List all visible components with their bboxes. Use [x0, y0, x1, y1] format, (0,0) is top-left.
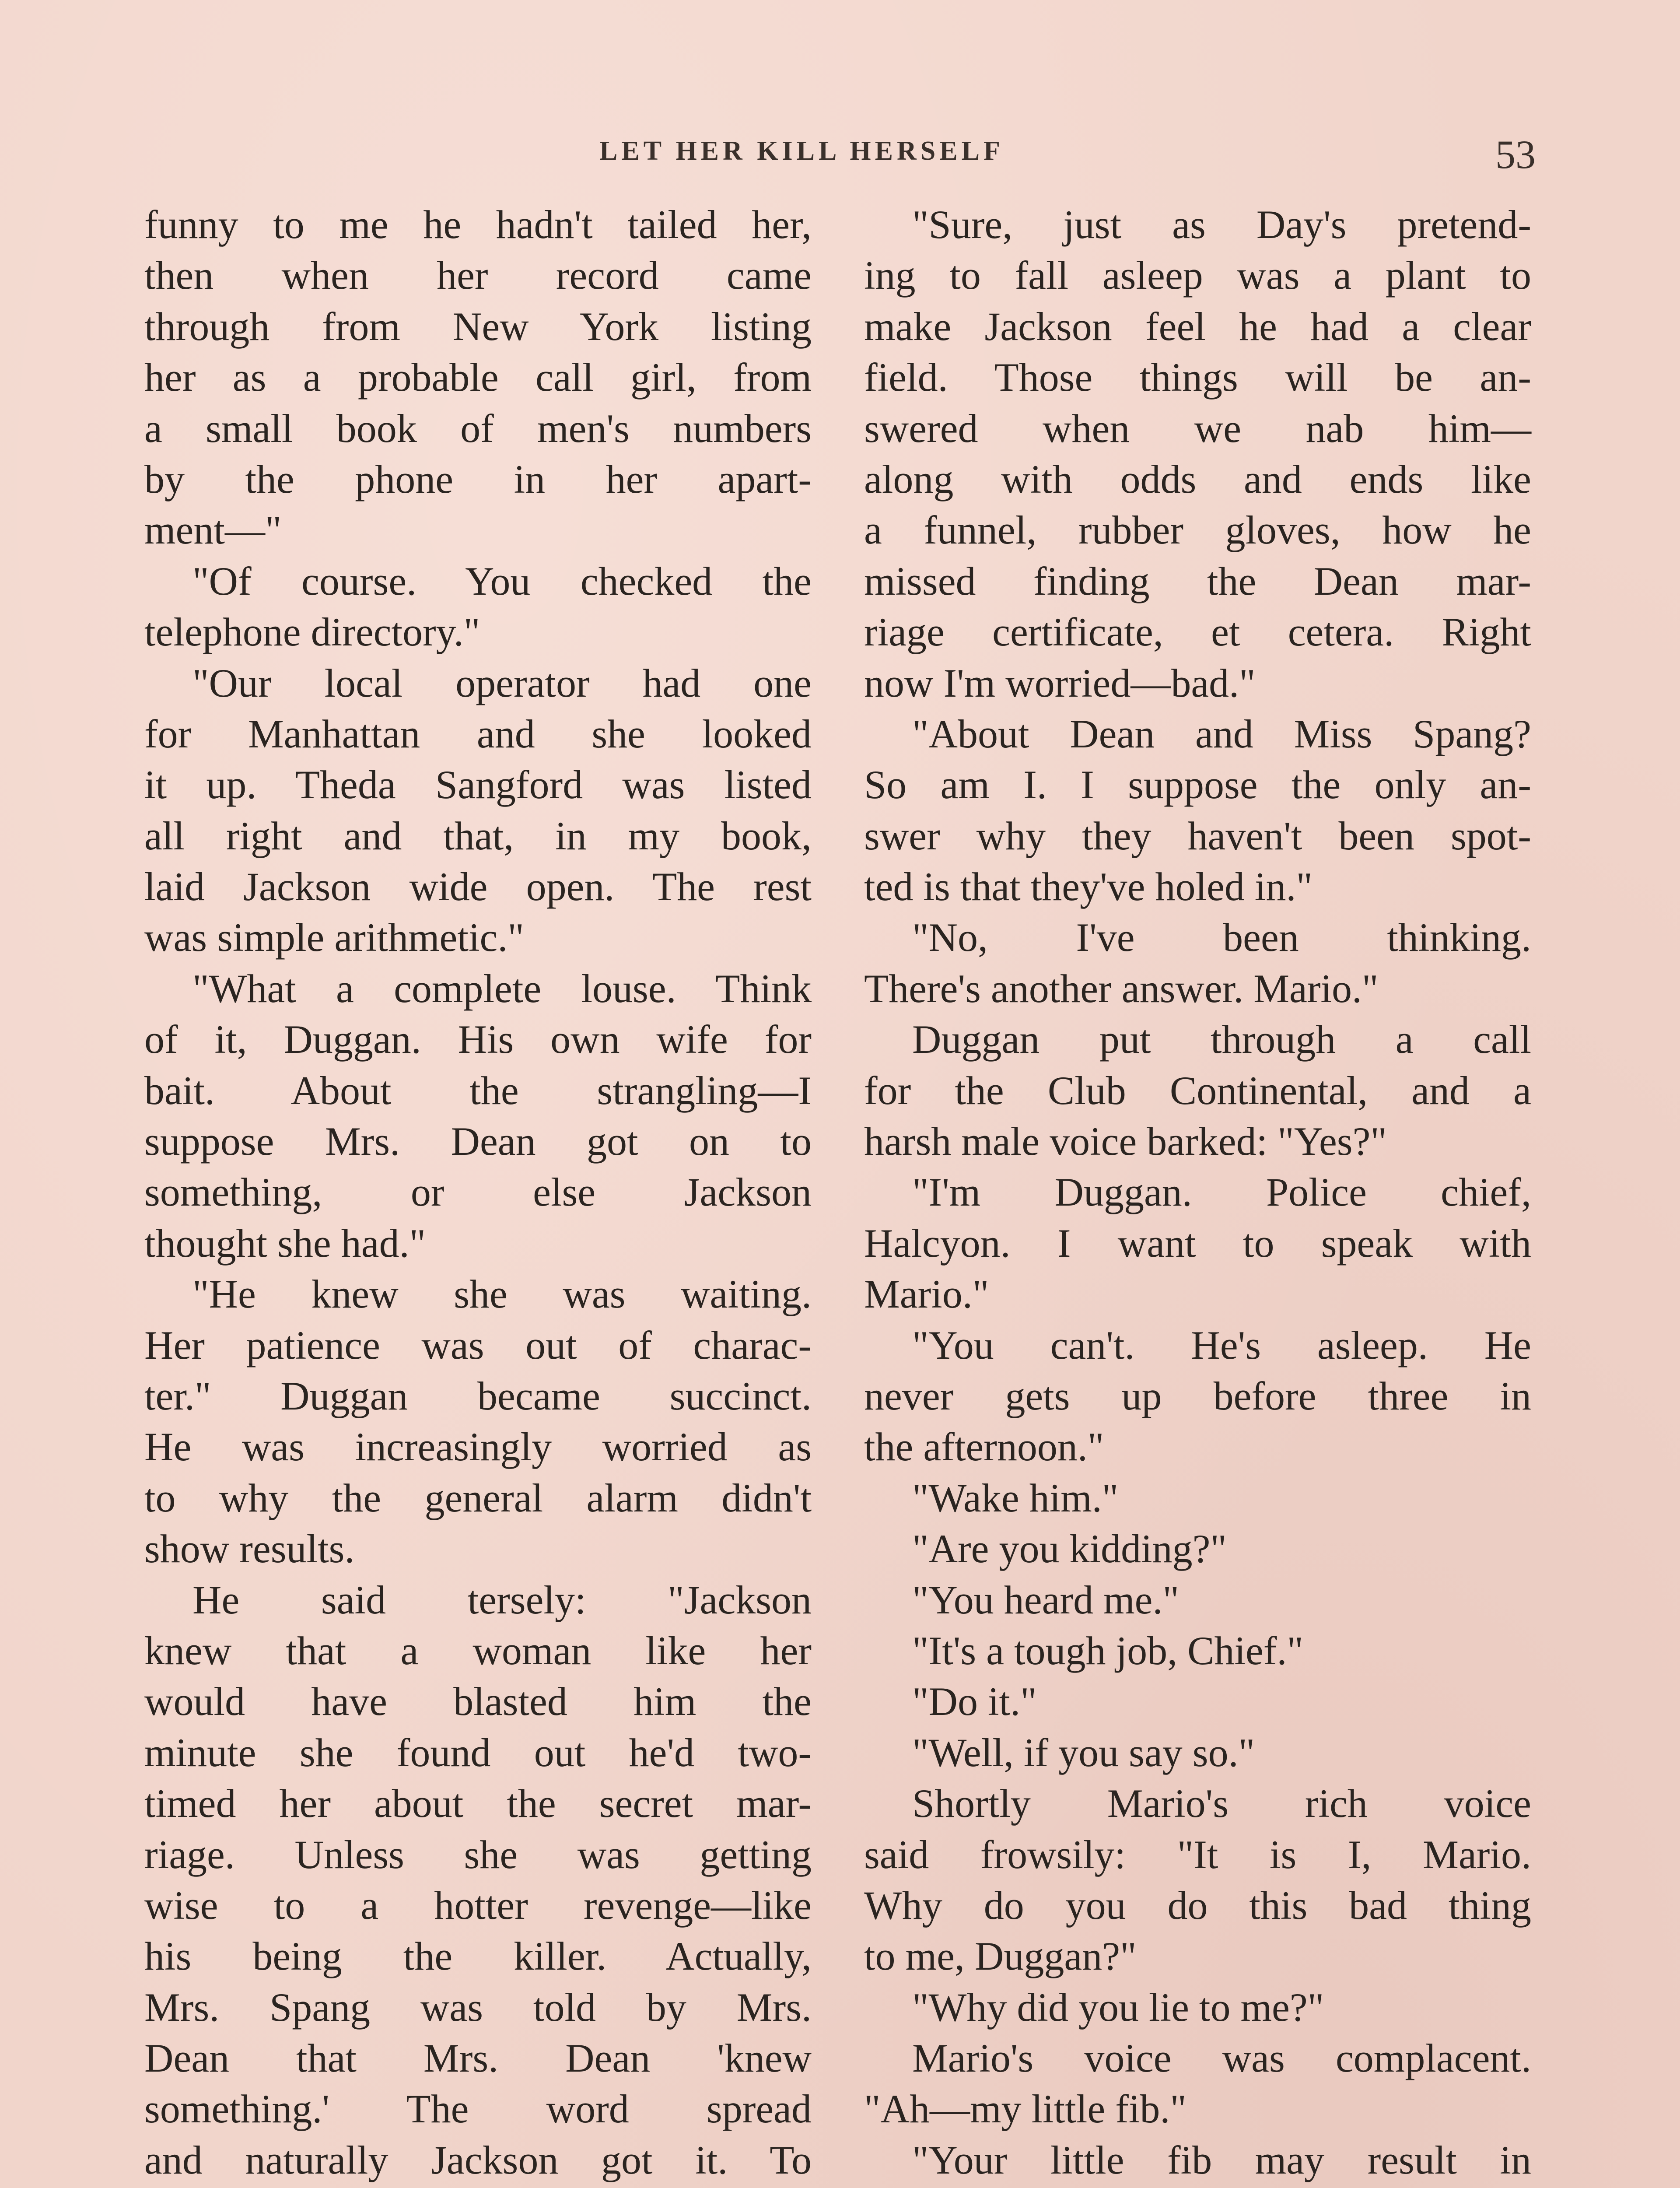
- text-line: "Well, if you say so.": [912, 1730, 1255, 1775]
- text-line: of it, Duggan. His own wife for: [144, 1017, 812, 1062]
- text-line: He said tersely: "Jackson: [192, 1577, 812, 1622]
- text-line: riage. Unless she was getting: [144, 1832, 812, 1877]
- text-line: said frowsily: "It is I, Mario.: [864, 1832, 1531, 1877]
- text-line: Mrs. Spang was told by Mrs.: [144, 1985, 812, 2030]
- text-line: something, or else Jackson: [144, 1170, 812, 1215]
- text-line: missed finding the Dean mar-: [864, 558, 1531, 603]
- text-line: Mario.": [864, 1272, 989, 1317]
- text-line: her as a probable call girl, from: [144, 355, 812, 400]
- text-line: "He knew she was waiting.: [192, 1272, 812, 1317]
- text-line: "Are you kidding?": [912, 1526, 1227, 1571]
- page-number: 53: [1495, 132, 1536, 177]
- text-line: was simple arithmetic.": [144, 915, 524, 960]
- text-line: would have blasted him the: [144, 1679, 812, 1724]
- text-line: [864, 2185, 1531, 2188]
- text-line: "Ah—my little fib.": [864, 2086, 1186, 2132]
- text-line: Mario's voice was complacent.: [912, 2036, 1531, 2081]
- page-header: [0, 131, 1680, 184]
- text-line: "No, I've been thinking.: [912, 915, 1531, 960]
- text-line: "Sure, just as Day's pretend-: [912, 202, 1531, 247]
- text-line: now I'm worried—bad.": [864, 660, 1256, 705]
- text-line: "Do it.": [912, 1679, 1037, 1724]
- running-head: LET HER KILL HERSELF: [599, 136, 1004, 166]
- text-line: ter." Duggan became succinct.: [144, 1373, 812, 1418]
- text-line: it up. Theda Sangford was listed: [144, 762, 812, 807]
- text-line: funny to me he hadn't tailed her,: [144, 202, 812, 247]
- text-line: bait. About the strangling—I: [144, 1068, 812, 1113]
- text-line: "It's a tough job, Chief.": [912, 1628, 1304, 1673]
- text-line: all right and that, in my book,: [144, 813, 812, 858]
- text-line: swered when we nab him—: [864, 406, 1531, 451]
- text-line: ted is that they've holed in.": [864, 864, 1313, 909]
- text-line: "You heard me.": [912, 1577, 1180, 1622]
- text-line: show results.: [144, 1526, 355, 1571]
- text-line: "Our local operator had one: [192, 660, 812, 705]
- text-line: "Wake him.": [912, 1475, 1119, 1520]
- text-line: "What a complete louse. Think: [192, 966, 812, 1011]
- text-line: make Jackson feel he had a clear: [864, 304, 1531, 349]
- text-line: [144, 2185, 812, 2188]
- text-line: his being the killer. Actually,: [144, 1934, 812, 1979]
- text-line: through from New York listing: [144, 304, 812, 349]
- text-line: knew that a woman like her: [144, 1628, 812, 1673]
- text-line: for Manhattan and she looked: [144, 711, 812, 756]
- text-line: and naturally Jackson got it. To: [144, 2137, 812, 2182]
- text-line: So am I. I suppose the only an-: [864, 762, 1531, 807]
- text-line: "Why did you lie to me?": [912, 1985, 1324, 2030]
- text-line: something.' The word spread: [144, 2086, 812, 2132]
- text-line: Why do you do this bad thing: [864, 1883, 1531, 1928]
- text-line: "Of course. You checked the: [192, 558, 812, 603]
- text-line: suppose Mrs. Dean got on to: [144, 1119, 812, 1164]
- text-line: ment—": [144, 508, 282, 553]
- text-line: Dean that Mrs. Dean 'knew: [144, 2036, 812, 2081]
- text-line: wise to a hotter revenge—like: [144, 1883, 812, 1928]
- text-line: "Your little fib may result in: [912, 2137, 1531, 2182]
- text-line: "You can't. He's asleep. He: [912, 1322, 1531, 1368]
- text-line: then when her record came: [144, 253, 812, 298]
- text-line: along with odds and ends like: [864, 456, 1531, 501]
- text-line: to me, Duggan?": [864, 1934, 1137, 1979]
- text-line: "I'm Duggan. Police chief,: [912, 1170, 1531, 1215]
- text-line: by the phone in her apart-: [144, 456, 812, 501]
- text-line: Halcyon. I want to speak with: [864, 1220, 1531, 1266]
- text-line: "About Dean and Miss Spang?: [912, 711, 1531, 756]
- text-line: minute she found out he'd two-: [144, 1730, 812, 1775]
- text-line: never gets up before three in: [864, 1373, 1531, 1418]
- text-line: telephone directory.": [144, 610, 480, 655]
- left-text-column: [144, 199, 812, 2188]
- text-line: Her patience was out of charac-: [144, 1322, 812, 1368]
- text-line: He was increasingly worried as: [144, 1424, 812, 1469]
- text-line: ing to fall asleep was a plant to: [864, 253, 1531, 298]
- text-line: Duggan put through a call: [912, 1017, 1531, 1062]
- text-line: thought she had.": [144, 1220, 426, 1266]
- text-line: laid Jackson wide open. The rest: [144, 864, 812, 909]
- right-text-column: [864, 199, 1531, 2188]
- text-line: the afternoon.": [864, 1424, 1104, 1469]
- text-line: riage certificate, et cetera. Right: [864, 610, 1531, 655]
- text-line: a small book of men's numbers: [144, 406, 812, 451]
- text-line: There's another answer. Mario.": [864, 966, 1379, 1011]
- text-line: Shortly Mario's rich voice: [912, 1781, 1531, 1826]
- text-line: field. Those things will be an-: [864, 355, 1531, 400]
- text-line: to why the general alarm didn't: [144, 1475, 812, 1520]
- text-line: a funnel, rubber gloves, how he: [864, 508, 1531, 553]
- text-line: swer why they haven't been spot-: [864, 813, 1531, 858]
- text-line: for the Club Continental, and a: [864, 1068, 1531, 1113]
- text-line: timed her about the secret mar-: [144, 1781, 812, 1826]
- text-line: harsh male voice barked: "Yes?": [864, 1119, 1387, 1164]
